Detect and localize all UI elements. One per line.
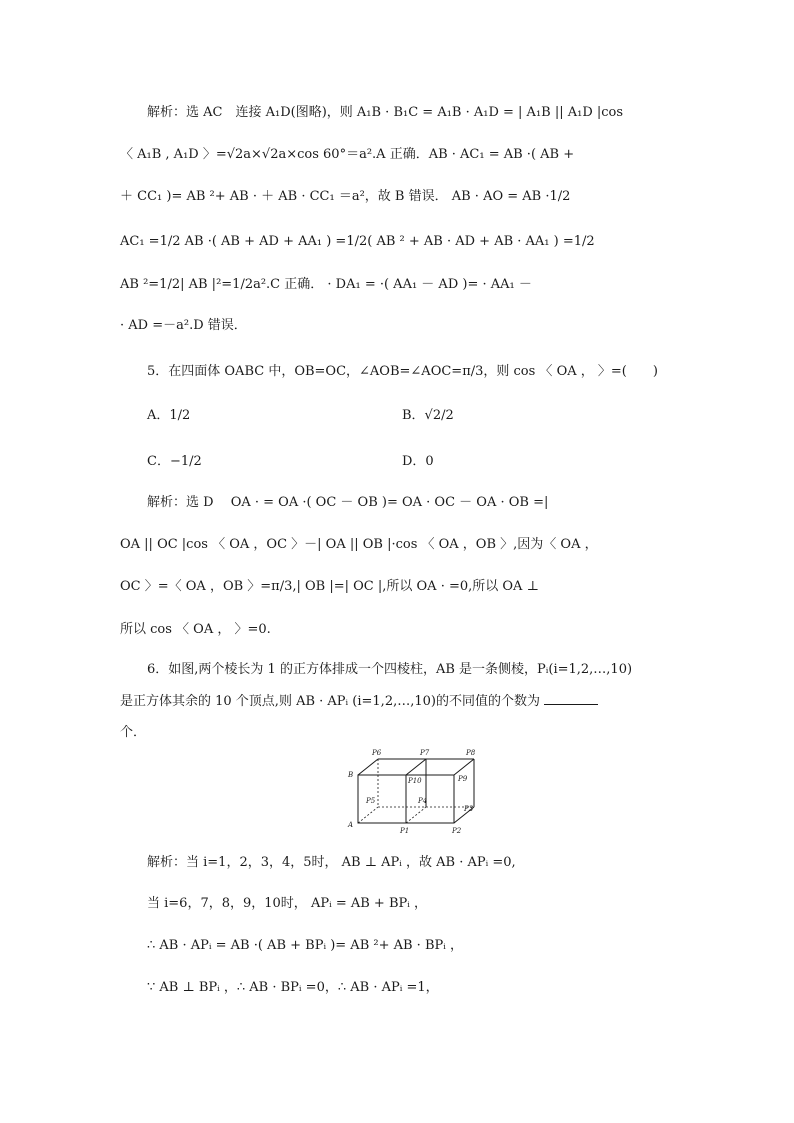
- label-p8: P8: [466, 749, 476, 757]
- solution-6-line-3: ∴ AB · APᵢ = AB ·( AB + BPᵢ )= AB ²+ AB · BPᵢ ，: [147, 938, 463, 953]
- solution-5-line-4: 所以 cos 〈 OA ， 〉=0.: [120, 622, 271, 637]
- question-6-line-2: [120, 692, 680, 712]
- question-6-line-3: 个．: [120, 725, 147, 740]
- solution-4-line-3: ＋ CC₁ )= AB ²+ AB · ＋ AB · CC₁ ＝a²，故 B 错误． AB · AO = AB ·1/2: [120, 189, 571, 204]
- solution-6-line-1: 解析：当 i=1，2，3，4，5时， AB ⊥ APᵢ ，故 AB · APᵢ =0,: [147, 855, 516, 870]
- label-p9: P9: [458, 775, 468, 783]
- solution-5-line-3: OC 〉=〈 OA ，OB 〉=π/3,| OB |=| OC |,所以 OA · =0,所以 OA ⊥: [120, 579, 539, 594]
- solution-6-line-4: ∵ AB ⊥ BPᵢ ，∴ AB · BPᵢ =0，∴ AB · APᵢ =1，: [147, 980, 439, 995]
- solution-6-line-2: 当 i=6，7，8，9，10时， APᵢ = AB + BPᵢ ，: [147, 896, 427, 911]
- solution-4-line-5: AB ²=1/2| AB |²=1/2a².C 正确． · DA₁ = ·( AA₁ － AD )= · AA₁ －: [120, 277, 532, 292]
- label-p5: P5: [366, 797, 376, 805]
- solution-5-line-1: 解析：选 D OA · = OA ·( OC － OB )= OA · OC － OA · OB =|: [147, 495, 549, 510]
- top-left-edge: [358, 759, 378, 775]
- solution-4-line-4: AC₁ =1/2 AB ·( AB + AD + AA₁ ) =1/2( AB ² + AB · AD + AB · AA₁ ) =1/2: [120, 234, 595, 249]
- solution-4-line-2: 〈 A₁B , A₁D 〉=√2a×√2a×cos 60°＝a².A 正确．AB · AC₁ = AB ·( AB +: [120, 147, 575, 162]
- label-a: A: [348, 821, 354, 829]
- label-b: B: [348, 771, 354, 779]
- question-6-line-1: 6．如图,两个棱长为 1 的正方体排成一个四棱柱，AB 是一条侧棱，Pᵢ(i=1,2,…,10): [147, 662, 633, 677]
- label-p4: P4: [418, 797, 428, 805]
- question-5-option-b: B．√2/2: [402, 408, 454, 423]
- top-right-edge: [454, 759, 474, 775]
- solution-4-line-1: 解析：选 AC 连接 A₁D(图略)，则 A₁B · B₁C = A₁B · A₁D = | A₁B || A₁D |cos: [147, 105, 624, 120]
- label-p3: P3: [464, 805, 474, 813]
- question-5-option-d: D．0: [402, 454, 434, 469]
- answer-blank: [544, 704, 598, 705]
- label-p10: P10: [408, 777, 422, 785]
- solution-5-line-2: OA || OC |cos 〈 OA ，OC 〉－| OA || OB |·cos 〈 OA ，OB 〉,因为〈 OA ，: [120, 537, 598, 552]
- solution-4-line-6: · AD =－a².D 错误．: [120, 318, 247, 333]
- cube-prism-figure: [340, 745, 480, 837]
- question-5-option-a: A．1/2: [147, 408, 191, 423]
- hidden-bottom-left-edge: [358, 807, 378, 823]
- question-6-line-2-text: 是正方体其余的 10 个顶点,则 AB · APᵢ (i=1,2,…,10)的不同值的个数为: [120, 694, 540, 709]
- question-5-stem: 5．在四面体 OABC 中，OB=OC，∠AOB=∠AOC=π/3，则 cos 〈 OA ， 〉=( ): [147, 364, 658, 379]
- label-p6: P6: [372, 749, 382, 757]
- label-p2: P2: [452, 827, 462, 835]
- question-5-option-c: C．−1/2: [147, 454, 202, 469]
- hidden-bottom-middle-edge: [406, 807, 426, 823]
- label-p7: P7: [420, 749, 430, 757]
- label-p1: P1: [400, 827, 410, 835]
- top-middle-edge: [406, 759, 426, 775]
